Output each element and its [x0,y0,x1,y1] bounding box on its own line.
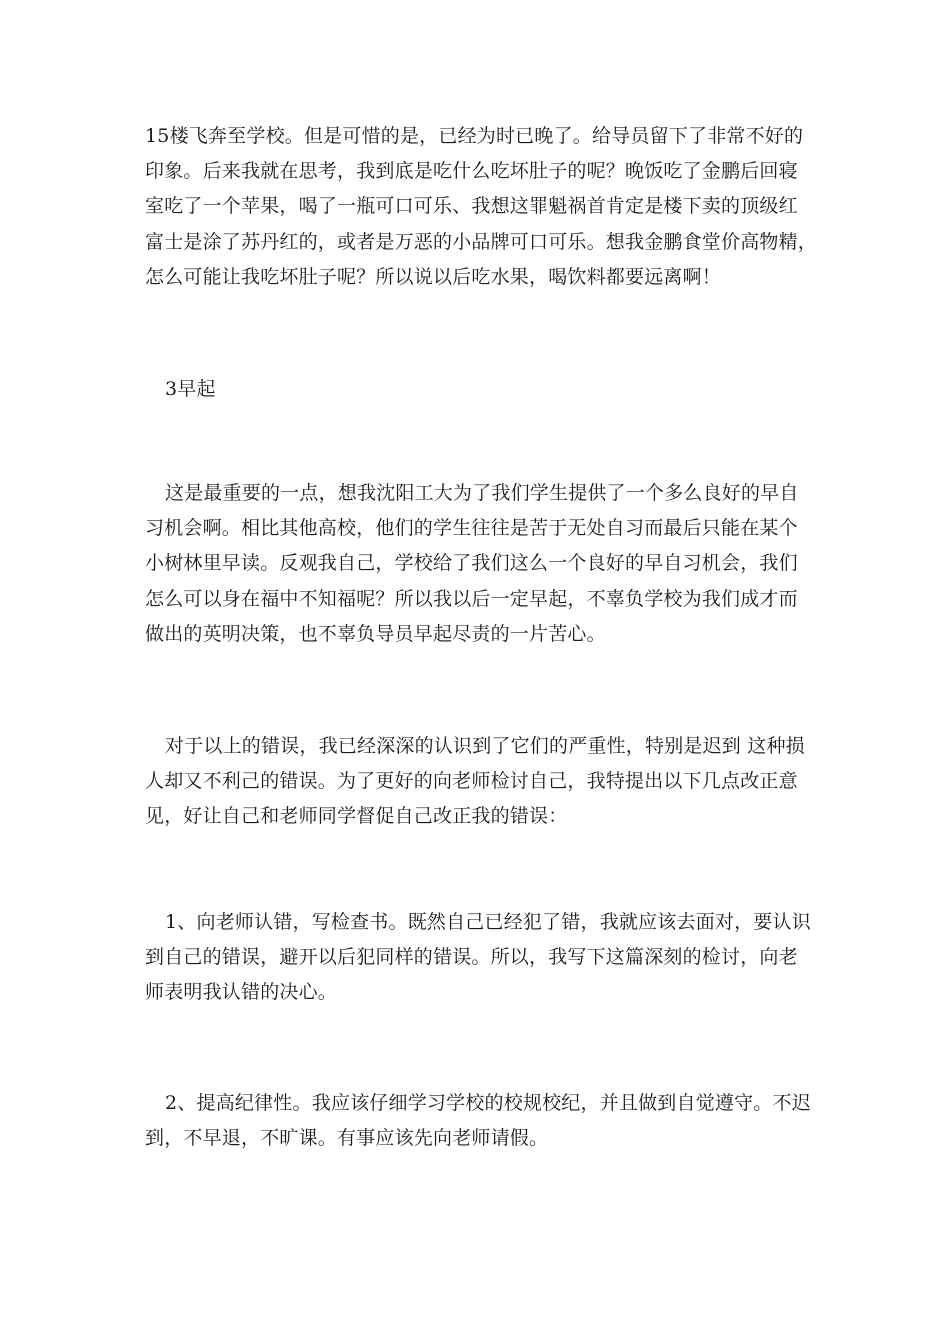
text-line: 做出的英明决策，也不辜负导员早起尽责的一片苦心。 [145,622,606,645]
paragraph-continuation [145,119,818,295]
text-line: 这是最重要的一点，想我沈阳工大为了我们学生提供了一个多么良好的早自 [165,482,799,504]
text-line: 人却又不利己的错误。为了更好的向老师检讨自己，我特提出以下几点改正意 [145,770,798,793]
text-line: 到，不早退，不旷课。有事应该先向老师请假。 [145,1127,549,1150]
text-line: 1、向老师认错，写检查书。既然自己已经犯了错，我就应该去面对，要认识 [165,911,811,933]
text-line: 师表明我认错的决心。 [145,981,338,1004]
paragraph-item-2 [145,1086,810,1156]
text-line: 见，好让自己和老师同学督促自己改正我的错误： [145,805,568,828]
text-line: 印象。后来我就在思考，我到底是吃什么吃坏肚子的呢？晚饭吃了金鹏后回寝 [145,160,798,183]
paragraph-early-rising [145,476,810,652]
text-line: 2、提高纪律性。我应该仔细学习学校的校规校纪，并且做到自觉遵守。不迟 [165,1092,811,1114]
text-line: 15楼飞奔至学校。但是可惜的是，已经为时已晚了。给导员留下了非常不好的 [145,125,804,147]
text-line: 富士是涂了苏丹红的，或者是万恶的小品牌可口可乐。想我金鹏食堂价高物精， [145,230,818,253]
text-line: 小树林里早读。反观我自己，学校给了我们这么一个良好的早自习机会，我们 [145,552,798,575]
text-line: 室吃了一个苹果，喝了一瓶可口可乐、我想这罪魁祸首肯定是楼下卖的顶级红 [145,195,798,218]
text-line: 习机会啊。相比其他高校，他们的学生往往是苦于无处自习而最后只能在某个 [145,517,798,540]
text-line: 怎么可以身在福中不知福呢？所以我以后一定早起，不辜负学校为我们成才而 [145,587,798,610]
text-line: 对于以上的错误，我已经深深的认识到了它们的严重性，特别是迟到 这种损 [165,735,805,757]
paragraph-item-1 [145,905,810,1011]
text-line: 到自己的错误，避开以后犯同样的错误。所以，我写下这篇深刻的检讨，向老 [145,946,798,969]
text-line: 怎么可能让我吃坏肚子呢？所以说以后吃水果，喝饮料都要远离啊！ [145,265,722,288]
section-heading [145,372,830,407]
paragraph-summary [145,729,810,835]
heading-text: 3早起 [165,378,216,400]
